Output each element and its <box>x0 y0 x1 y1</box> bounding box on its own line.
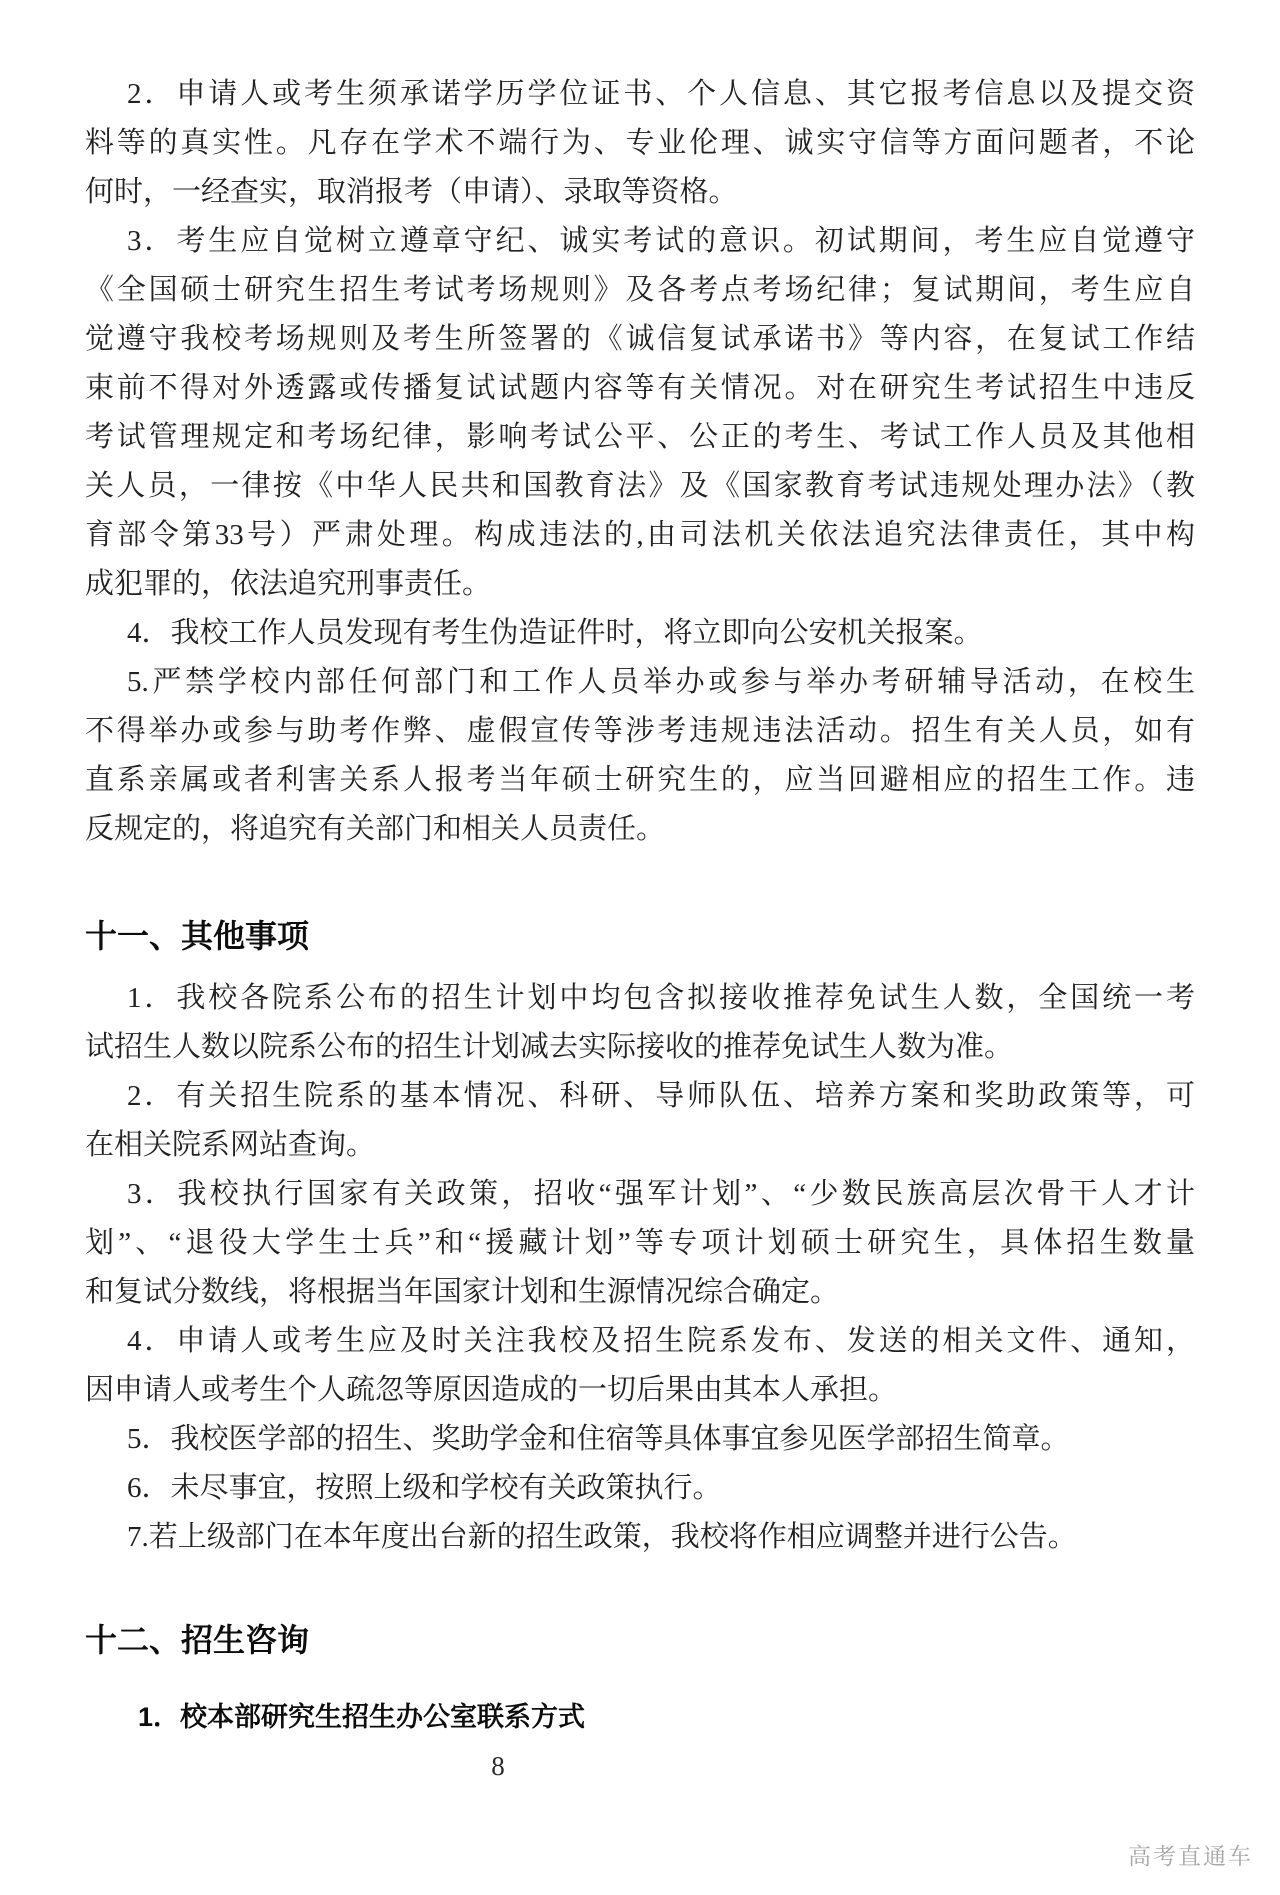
text-line: 因申请人或考生个人疏忽等原因造成的一切后果由其本人承担。 <box>85 1374 898 1406</box>
text-line: 育部令第33号）严肃处理。构成违法的,由司法机关依法追究法律责任，其中构 <box>85 519 1195 551</box>
paragraph <box>85 658 1195 854</box>
paragraph <box>85 974 1195 1072</box>
paragraph <box>85 1170 1195 1317</box>
text-line: 5．我校医学部的招生、奖助学金和住宿等具体事宜参见医学部招生简章。 <box>127 1423 1070 1455</box>
text-line: 不得举办或参与助考作弊、虚假宣传等涉考违规违法活动。招生有关人员，如有 <box>85 715 1195 747</box>
text-line: 《全国硕士研究生招生考试考场规则》及各考点考场纪律；复试期间，考生应自 <box>85 274 1195 306</box>
text-line: 在相关院系网站查询。 <box>85 1129 376 1161</box>
paragraph <box>85 1415 1195 1464</box>
text-line: 6．未尽事宜，按照上级和学校有关政策执行。 <box>127 1472 722 1504</box>
subsection-heading: 1．校本部研究生招生办公室联系方式 <box>138 1702 586 1732</box>
text-line: 反规定的，将追究有关部门和相关人员责任。 <box>85 813 666 845</box>
paragraph <box>85 1464 1195 1513</box>
paragraph <box>85 1072 1195 1170</box>
section-heading-12: 十二、招生咨询 <box>85 1622 310 1658</box>
paragraph <box>85 217 1195 609</box>
text-line: 划”、“退役大学生士兵”和“援藏计划”等专项计划硕士研究生，具体招生数量 <box>85 1227 1195 1259</box>
paragraph <box>85 70 1195 217</box>
section-heading-11: 十一、其他事项 <box>85 918 310 954</box>
text-line: 4．我校工作人员发现有考生伪造证件时，将立即向公安机关报案。 <box>127 617 983 649</box>
text-line: 料等的真实性。凡存在学术不端行为、专业伦理、诚实守信等方面问题者，不论 <box>85 127 1195 159</box>
text-line: 5.严禁学校内部任何部门和工作人员举办或参与举办考研辅导活动，在校生 <box>127 666 1195 698</box>
text-line: 3．考生应自觉树立遵章守纪、诚实考试的意识。初试期间，考生应自觉遵守 <box>127 225 1195 257</box>
text-line: 2．申请人或考生须承诺学历学位证书、个人信息、其它报考信息以及提交资 <box>127 78 1195 110</box>
watermark: 高考直通车 <box>1128 1843 1253 1869</box>
text-line: 3．我校执行国家有关政策，招收“强军计划”、“少数民族高层次骨干人才计 <box>127 1178 1195 1210</box>
text-line: 7.若上级部门在本年度出台新的招生政策，我校将作相应调整并进行公告。 <box>127 1521 1077 1553</box>
text-line: 束前不得对外透露或传播复试试题内容等有关情况。对在研究生考试招生中违反 <box>85 372 1195 404</box>
text-line: 和复试分数线，将根据当年国家计划和生源情况综合确定。 <box>85 1276 840 1308</box>
text-line: 2．有关招生院系的基本情况、科研、导师队伍、培养方案和奖助政策等，可 <box>127 1080 1195 1112</box>
page-number: 8 <box>491 1751 505 1781</box>
text-line: 考试管理规定和考场纪律，影响考试公平、公正的考生、考试工作人员及其他相 <box>85 421 1195 453</box>
text-line: 1．我校各院系公布的招生计划中均包含拟接收推荐免试生人数，全国统一考 <box>127 982 1195 1014</box>
text-line: 试招生人数以院系公布的招生计划减去实际接收的推荐免试生人数为准。 <box>85 1031 1014 1063</box>
paragraph <box>85 1317 1195 1415</box>
text-line: 成犯罪的，依法追究刑事责任。 <box>85 568 492 600</box>
text-line: 4．申请人或考生应及时关注我校及招生院系发布、发送的相关文件、通知， <box>127 1325 1195 1357</box>
text-line: 直系亲属或者利害关系人报考当年硕士研究生的，应当回避相应的招生工作。违 <box>85 764 1195 796</box>
text-line: 关人员，一律按《中华人民共和国教育法》及《国家教育考试违规处理办法》（教 <box>85 470 1195 502</box>
text-line: 何时，一经查实，取消报考（申请）、录取等资格。 <box>85 176 738 208</box>
text-line: 觉遵守我校考场规则及考生所签署的《诚信复试承诺书》等内容，在复试工作结 <box>85 323 1195 355</box>
paragraph <box>85 609 1195 658</box>
paragraph <box>85 1513 1195 1562</box>
